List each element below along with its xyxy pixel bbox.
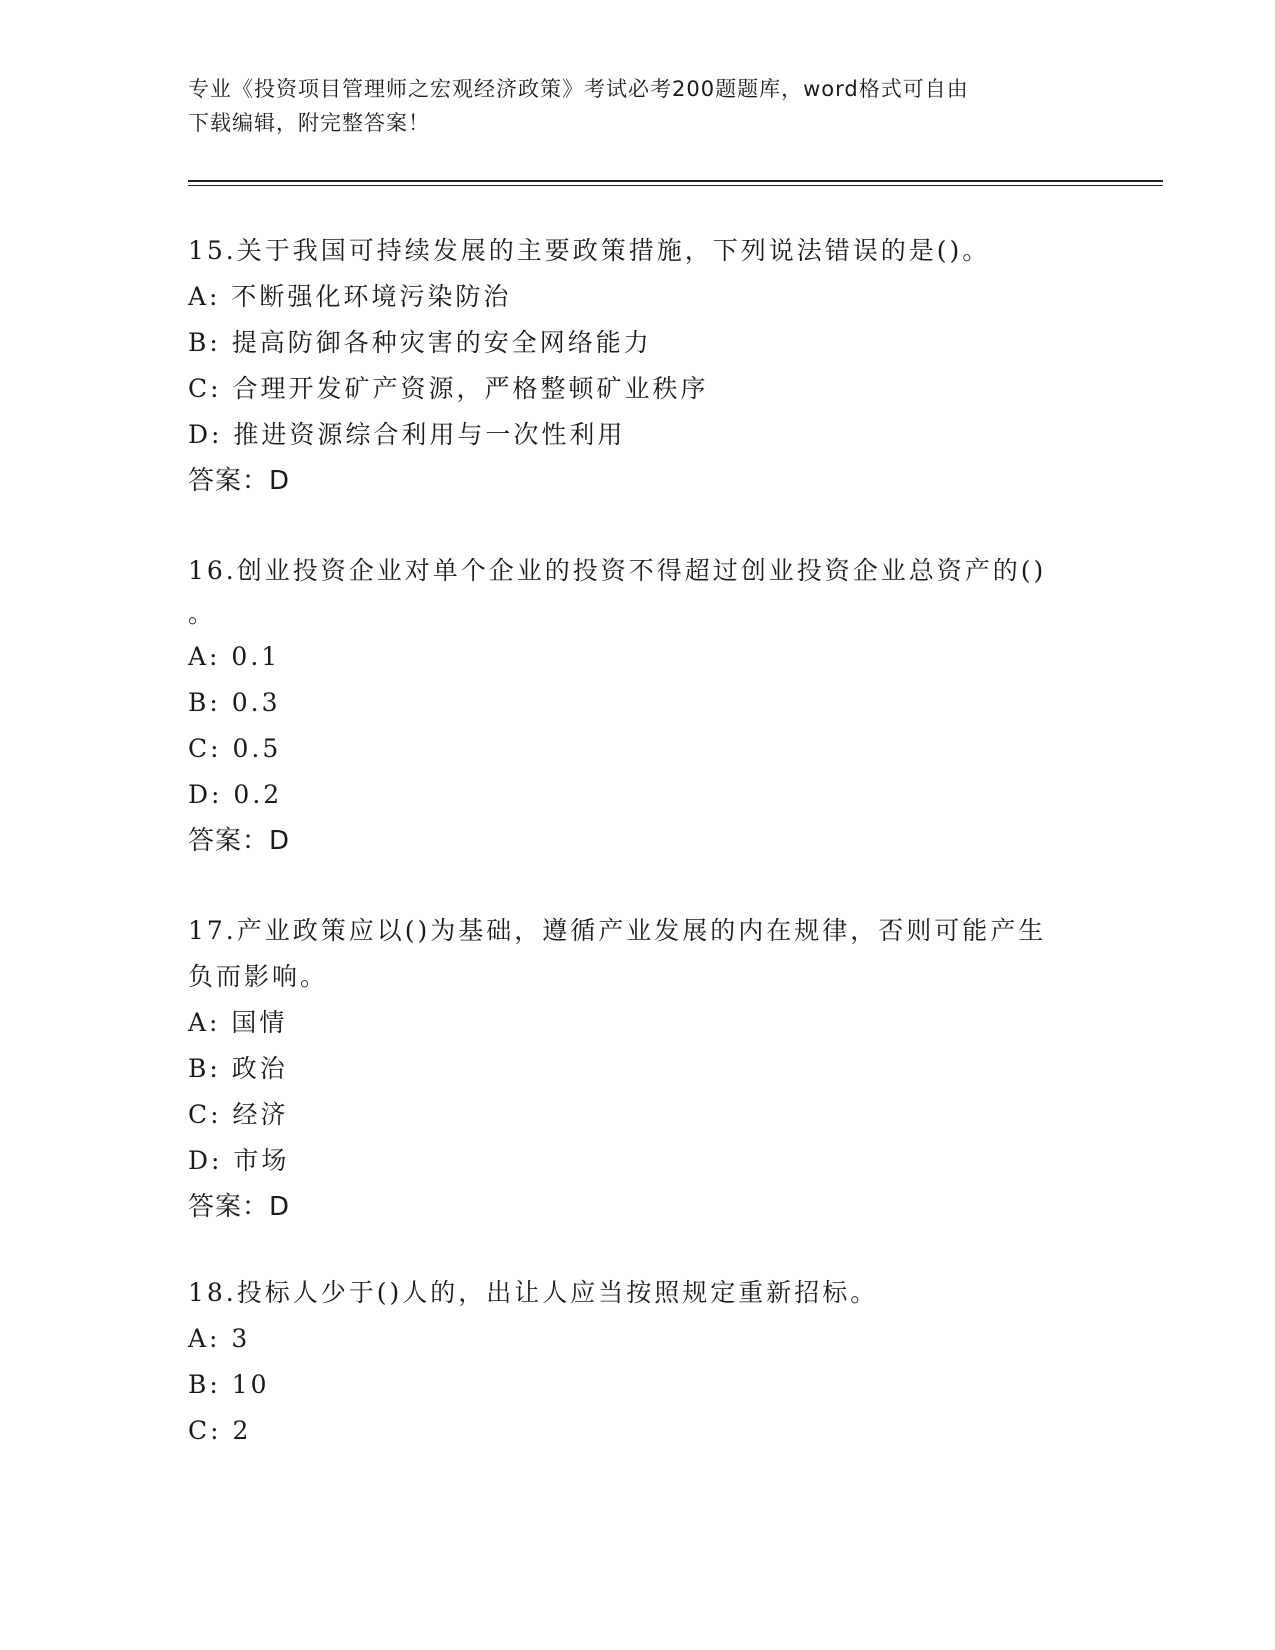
header-line-2: 下载编辑，附完整答案！ bbox=[188, 111, 430, 135]
option-b: B: 10 bbox=[188, 1370, 270, 1399]
question-15 bbox=[188, 228, 1088, 504]
header-divider-thin bbox=[188, 185, 1163, 186]
option-b: B: 0.3 bbox=[188, 688, 281, 717]
header-divider-thick bbox=[188, 180, 1163, 182]
answer: 答案：D bbox=[188, 466, 291, 496]
option-a: A: 0.1 bbox=[188, 642, 281, 671]
question-stem-continued: 。 bbox=[188, 599, 217, 628]
option-d: D: 市场 bbox=[188, 1146, 290, 1175]
header-line-1: 专业《投资项目管理师之宏观经济政策》考试必考200题题库，word格式可自由 bbox=[188, 77, 969, 101]
option-d: D: 推进资源综合利用与一次性利用 bbox=[188, 420, 626, 449]
answer: 答案：D bbox=[188, 826, 291, 856]
option-b: B: 提高防御各种灾害的安全网络能力 bbox=[188, 328, 652, 357]
option-c: C: 合理开发矿产资源，严格整顿矿业秩序 bbox=[188, 374, 709, 403]
question-stem: 16.创业投资企业对单个企业的投资不得超过创业投资企业总资产的() bbox=[188, 556, 1047, 585]
question-stem: 17.产业政策应以()为基础，遵循产业发展的内在规律，否则可能产生 bbox=[188, 916, 1047, 945]
question-stem-continued: 负而影响。 bbox=[188, 962, 329, 991]
question-18 bbox=[188, 1270, 1088, 1454]
option-c: C: 2 bbox=[188, 1416, 252, 1445]
option-b: B: 政治 bbox=[188, 1054, 288, 1083]
option-c: C: 经济 bbox=[188, 1100, 289, 1129]
question-stem: 15.关于我国可持续发展的主要政策措施，下列说法错误的是()。 bbox=[188, 236, 991, 265]
option-a: A: 国情 bbox=[188, 1008, 288, 1037]
answer: 答案：D bbox=[188, 1192, 291, 1222]
document-header bbox=[188, 72, 1088, 140]
option-d: D: 0.2 bbox=[188, 780, 283, 809]
question-stem: 18.投标人少于()人的，出让人应当按照规定重新招标。 bbox=[188, 1278, 879, 1307]
question-17 bbox=[188, 908, 1088, 1230]
question-16 bbox=[188, 548, 1088, 864]
option-a: A: 不断强化环境污染防治 bbox=[188, 282, 512, 311]
option-c: C: 0.5 bbox=[188, 734, 282, 763]
option-a: A: 3 bbox=[188, 1324, 251, 1353]
